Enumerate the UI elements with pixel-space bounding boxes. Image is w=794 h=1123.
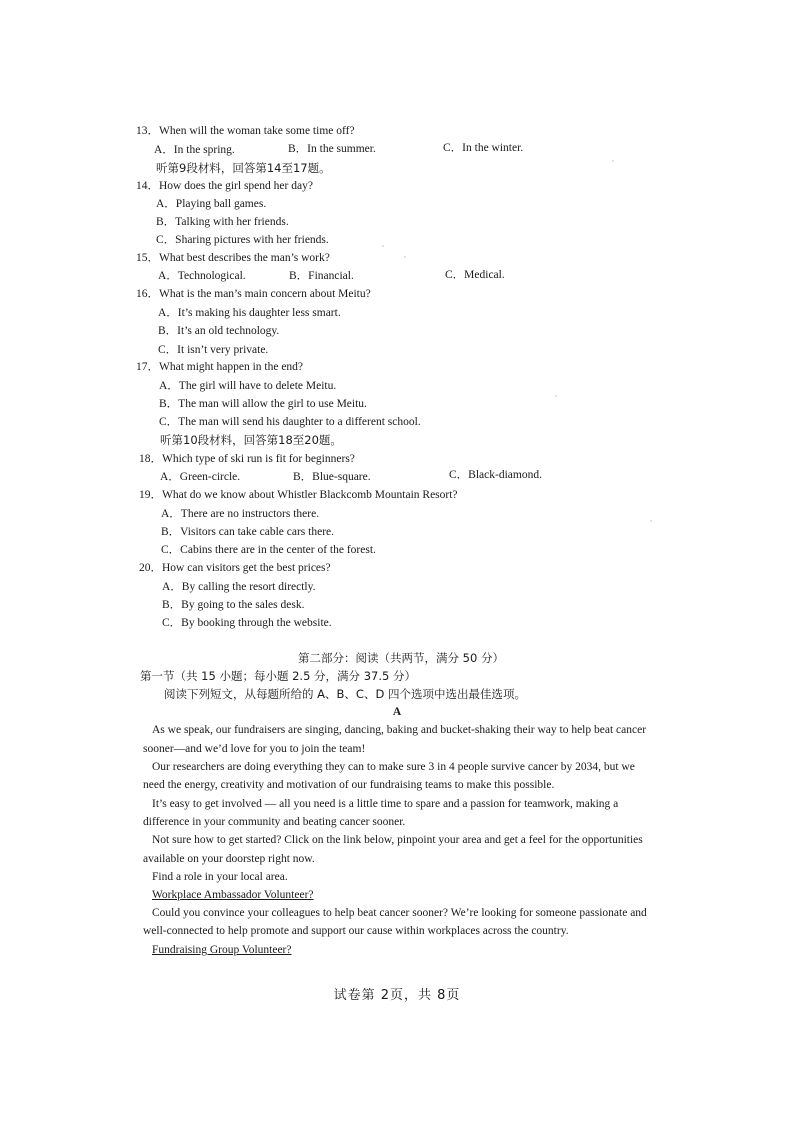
section1-heading: 第一节（共 15 小题；每小题 2.5 分，满分 37.5 分） [140,669,416,683]
question-13: 13．When will the woman take some time off? [136,125,355,137]
page-footer: 试卷第 2页，共 8页 [333,988,461,1003]
q15-option-a: A．Technological. [158,270,246,282]
scan-speck [650,520,652,522]
q17-option-a: A．The girl will have to delete Meitu. [159,380,337,392]
q14-option-c: C．Sharing pictures with her friends. [156,234,329,246]
q13-option-a: A．In the spring. [154,144,235,156]
passage-line-7: Not sure how to get started? Click on the link below, pinpoint your area and get a feel for the opportunities [152,834,643,846]
q20-option-c: C．By booking through the website. [162,617,332,629]
question-18: 18．Which type of ski run is fit for beginners? [139,453,355,465]
passage-line-4: need the energy, creativity and motivation of our fundraising teams to make this possible. [143,779,555,791]
scan-speck [612,160,614,162]
passage-line-12: well-connected to help promote and support our cause within workplaces across the country. [143,925,569,937]
scan-speck [382,245,384,247]
q18-option-b: B．Blue-square. [293,471,371,483]
question-20: 20．How can visitors get the best prices? [139,562,331,574]
passage-line-2: sooner—and we’d love for you to join the team! [143,743,366,755]
passage-line-8: available on your doorstep right now. [143,853,315,865]
passage-line-11: Could you convince your colleagues to help beat cancer sooner? We’re looking for someone passionate and [152,907,647,919]
question-16: 16．What is the man’s main concern about Meitu? [136,288,371,300]
scan-speck [404,256,406,258]
q19-option-b: B．Visitors can take cable cars there. [161,526,335,538]
reading-instruction: 阅读下列短文，从每题所给的 A、B、C、D 四个选项中选出最佳选项。 [164,687,526,701]
q18-option-a: A．Green-circle. [160,471,241,483]
passage-line-5: It’s easy to get involved — all you need is a little time to spare and a passion for teamwork, making a [152,798,619,810]
q18-option-c: C．Black-diamond. [449,469,542,481]
q17-option-c: C．The man will send his daughter to a different school. [159,416,421,428]
q14-option-a: A．Playing ball games. [156,198,267,210]
q19-option-a: A．There are no instructors there. [161,508,320,520]
passage-line-1: As we speak, our fundraisers are singing, dancing, baking and bucket-shaking their way to help beat cancer [152,724,647,736]
q19-option-c: C．Cabins there are in the center of the forest. [161,544,376,556]
q17-option-b: B．The man will allow the girl to use Meitu. [159,398,367,410]
q20-option-b: B．By going to the sales desk. [162,599,305,611]
part2-title: 第二部分：阅读（共两节，满分 50 分） [298,651,504,665]
q16-option-c: C．It isn’t very private. [158,344,269,356]
q13-option-b: B．In the summer. [288,143,376,155]
q16-option-b: B．It’s an old technology. [158,325,280,337]
section-note-10: 听第10段材料，回答第18至20题。 [160,433,342,447]
passage-line-9: Find a role in your local area. [152,871,288,883]
question-19: 19．What do we know about Whistler Blackcomb Mountain Resort? [139,489,458,501]
q20-option-a: A．By calling the resort directly. [162,581,316,593]
q15-option-b: B．Financial. [289,270,354,282]
passage-label: A [392,706,402,718]
q14-option-b: B．Talking with her friends. [156,216,289,228]
question-17: 17．What might happen in the end? [136,361,304,373]
fundraising-group-heading: Fundraising Group Volunteer? [152,944,292,956]
section-note-9: 听第9段材料，回答第14至17题。 [156,161,331,175]
q15-option-c: C．Medical. [445,269,505,281]
passage-line-3: Our researchers are doing everything they can to make sure 3 in 4 people survive cancer by 2034, but we [152,761,635,773]
q13-option-c: C．In the winter. [443,142,524,154]
question-15: 15．What best describes the man’s work? [136,252,330,264]
scan-speck [555,395,557,397]
workplace-ambassador-heading: Workplace Ambassador Volunteer? [152,889,314,901]
question-14: 14．How does the girl spend her day? [136,180,313,192]
q16-option-a: A．It’s making his daughter less smart. [158,307,341,319]
passage-line-6: difference in your community and beating cancer sooner. [143,816,406,828]
